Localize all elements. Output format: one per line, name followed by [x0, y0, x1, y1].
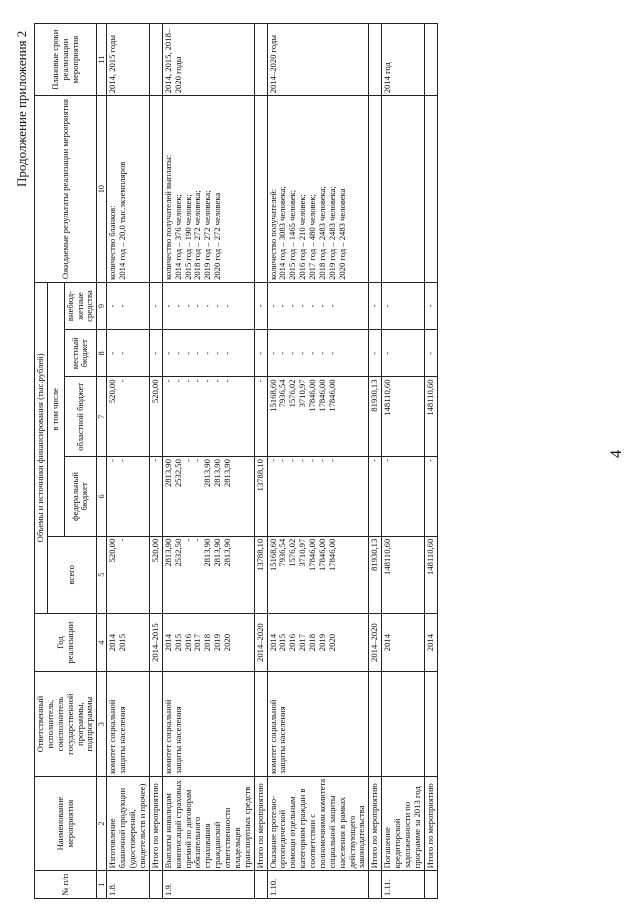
header-regional: областной бюджет: [64, 377, 97, 457]
table-row: [162, 24, 254, 899]
header-local: местный бюджет: [64, 330, 97, 377]
item-federal: -: [382, 457, 425, 537]
column-number: 8: [97, 330, 107, 377]
item-executor: [254, 672, 267, 777]
column-number: 2: [97, 776, 107, 871]
header-year: Год реализации: [35, 613, 97, 671]
column-number: 9: [97, 282, 107, 329]
item-executor: [149, 672, 162, 777]
item-extrabudget: -: [382, 282, 425, 329]
item-result: [149, 96, 162, 283]
item-local: - - - - - - -: [162, 330, 254, 377]
item-local: -: [254, 330, 267, 377]
item-executor: [382, 672, 425, 777]
table-row: [369, 24, 382, 899]
item-extrabudget: - - - - - - -: [267, 282, 369, 329]
table-body: [97, 24, 437, 899]
header-total: всего: [47, 536, 96, 613]
item-extrabudget: -: [254, 282, 267, 329]
item-result: количество получателей выплаты: 2014 год – 376 человек; 2015 год – 190 человек; 2018 год – 272 человека; 2019 год – 272 человека; 2020 год – 272 человека: [162, 96, 254, 283]
item-federal: 2813,90 2532,50 - - 2813,90 2813,90 2813,90: [162, 457, 254, 537]
item-number: 1.10.: [267, 871, 369, 899]
item-executor: комитет социальной защиты населения: [107, 672, 150, 777]
item-executor: [424, 672, 437, 777]
item-result: [424, 96, 437, 283]
item-executor: [369, 672, 382, 777]
item-local: -: [424, 330, 437, 377]
item-local: - -: [107, 330, 150, 377]
header-num: № п/п: [35, 871, 97, 899]
item-result: [254, 96, 267, 283]
item-number: 1.9.: [162, 871, 254, 899]
item-regional: 81930,13: [369, 377, 382, 457]
header-executor: Ответственный исполнитель, соисполнитель государственной программы, подпрограммы: [35, 672, 97, 777]
item-number: [149, 871, 162, 899]
item-term: [369, 24, 382, 96]
column-number: 10: [97, 96, 107, 283]
item-year: 2014 2015 2016 2017 2018 2019 2020: [162, 613, 254, 671]
item-federal: 13788,10: [254, 457, 267, 537]
item-result: [382, 96, 425, 283]
item-total: 148110,60: [424, 536, 437, 613]
column-number: 5: [97, 536, 107, 613]
item-year: 2014 2015: [107, 613, 150, 671]
column-numbers-row: [97, 24, 107, 899]
item-name: Итого по мероприятию: [424, 776, 437, 871]
header-result: Ожидаемые результаты реализации мероприятия: [35, 96, 97, 283]
table-row: [107, 24, 150, 899]
item-total: 15168,60 7936,54 1576,02 3710,97 17846,00 17846,00 17846,00: [267, 536, 369, 613]
item-number: 1.11.: [382, 871, 425, 899]
item-term: [254, 24, 267, 96]
item-number: [424, 871, 437, 899]
item-year: 2014–2020: [254, 613, 267, 671]
item-name: Итого по мероприятию: [369, 776, 382, 871]
column-number: 1: [97, 871, 107, 899]
page-number: 4: [608, 450, 625, 458]
item-result: [369, 96, 382, 283]
column-number: 11: [97, 24, 107, 96]
item-number: [369, 871, 382, 899]
item-extrabudget: -: [369, 282, 382, 329]
item-regional: - - - - - - -: [162, 377, 254, 457]
item-number: [254, 871, 267, 899]
item-result: количество бланков: 2014 год – 20,0 тыс.экземпляров: [107, 96, 150, 283]
header-federal: федеральный бюджет: [64, 457, 97, 537]
item-term: 2014 год: [382, 24, 425, 96]
item-total: 2813,90 2532,50 - - 2813,90 2813,90 2813,90: [162, 536, 254, 613]
item-term: 2014–2020 годы: [267, 24, 369, 96]
table-row: [254, 24, 267, 899]
item-executor: комитет социальной защиты населения: [267, 672, 369, 777]
item-local: - - - - - - -: [267, 330, 369, 377]
column-number: 3: [97, 672, 107, 777]
table-row: [382, 24, 425, 899]
column-number: 4: [97, 613, 107, 671]
item-local: -: [369, 330, 382, 377]
item-extrabudget: - - - - - - -: [162, 282, 254, 329]
item-year: 2014 2015 2016 2017 2018 2019 2020: [267, 613, 369, 671]
item-federal: - - - - - - -: [267, 457, 369, 537]
item-federal: - -: [107, 457, 150, 537]
item-local: -: [382, 330, 425, 377]
item-term: 2014, 2015 годы: [107, 24, 150, 96]
column-number: 7: [97, 377, 107, 457]
item-federal: -: [369, 457, 382, 537]
measures-table: [34, 23, 438, 899]
header-extrabudget: внебюд-жетные средства: [64, 282, 97, 329]
item-year: 2014: [382, 613, 425, 671]
item-extrabudget: -: [424, 282, 437, 329]
item-extrabudget: - -: [107, 282, 150, 329]
item-number: 1.8.: [107, 871, 150, 899]
item-term: 2014, 2015, 2018–2020 годы: [162, 24, 254, 96]
item-name: Оказание протезно-ортопедической помощи отдельным категориям граждан в соответствии с полномочиями комитета социальной защиты населения в рамках действующего законодательства: [267, 776, 369, 871]
header-term: Плановые сроки реализации мероприятия: [35, 24, 97, 96]
item-total: 81930,13: [369, 536, 382, 613]
column-number: 6: [97, 457, 107, 537]
header-name: Наименование мероприятия: [35, 776, 97, 871]
item-regional: 148110,60: [424, 377, 437, 457]
item-total: 520,00: [149, 536, 162, 613]
item-year: 2014–2020: [369, 613, 382, 671]
item-regional: 148110,60: [382, 377, 425, 457]
item-federal: -: [149, 457, 162, 537]
appendix-continuation-title: Продолжение приложения 2: [14, 30, 29, 187]
header-financing: Объемы и источники финансирования (тыс.рублей): [35, 282, 48, 613]
item-term: [149, 24, 162, 96]
item-year: 2014–2015: [149, 613, 162, 671]
item-federal: -: [424, 457, 437, 537]
item-name: Погашение кредиторской задолженности по программе за 2013 год: [382, 776, 425, 871]
item-term: [424, 24, 437, 96]
item-regional: -: [254, 377, 267, 457]
item-year: 2014: [424, 613, 437, 671]
table-row: [149, 24, 162, 899]
item-name: Итого по мероприятию: [149, 776, 162, 871]
table-row: [267, 24, 369, 899]
item-total: 13788,10: [254, 536, 267, 613]
item-result: количество получателей: 2014 год – 3083 человека; 2015 год – 1465 человек; 2016 год – 210 человек; 2017 год – 480 человек; 2018 год – 2483 человека; 2019 год – 2483 человека; 2020 год – 2483 человека: [267, 96, 369, 283]
item-total: 520,00 -: [107, 536, 150, 613]
item-extrabudget: -: [149, 282, 162, 329]
item-regional: 520,00: [149, 377, 162, 457]
item-name: Выплаты инвалидам компенсаций страховых премий по договорам обязательного страхования гражданской ответственности владельцев транспортных средств: [162, 776, 254, 871]
item-name: Итого по мероприятию: [254, 776, 267, 871]
table-row: [424, 24, 437, 899]
item-executor: комитет социальной защиты населения: [162, 672, 254, 777]
header-including: в том числе: [47, 282, 64, 536]
item-total: 148110,60: [382, 536, 425, 613]
item-local: -: [149, 330, 162, 377]
item-regional: 520,00 -: [107, 377, 150, 457]
item-regional: 15168,60 7936,54 1576,02 3710,97 17846,00 17846,00 17846,00: [267, 377, 369, 457]
item-name: Изготовление бланочной продукции (удостоверений, свидетельств и прочее): [107, 776, 150, 871]
